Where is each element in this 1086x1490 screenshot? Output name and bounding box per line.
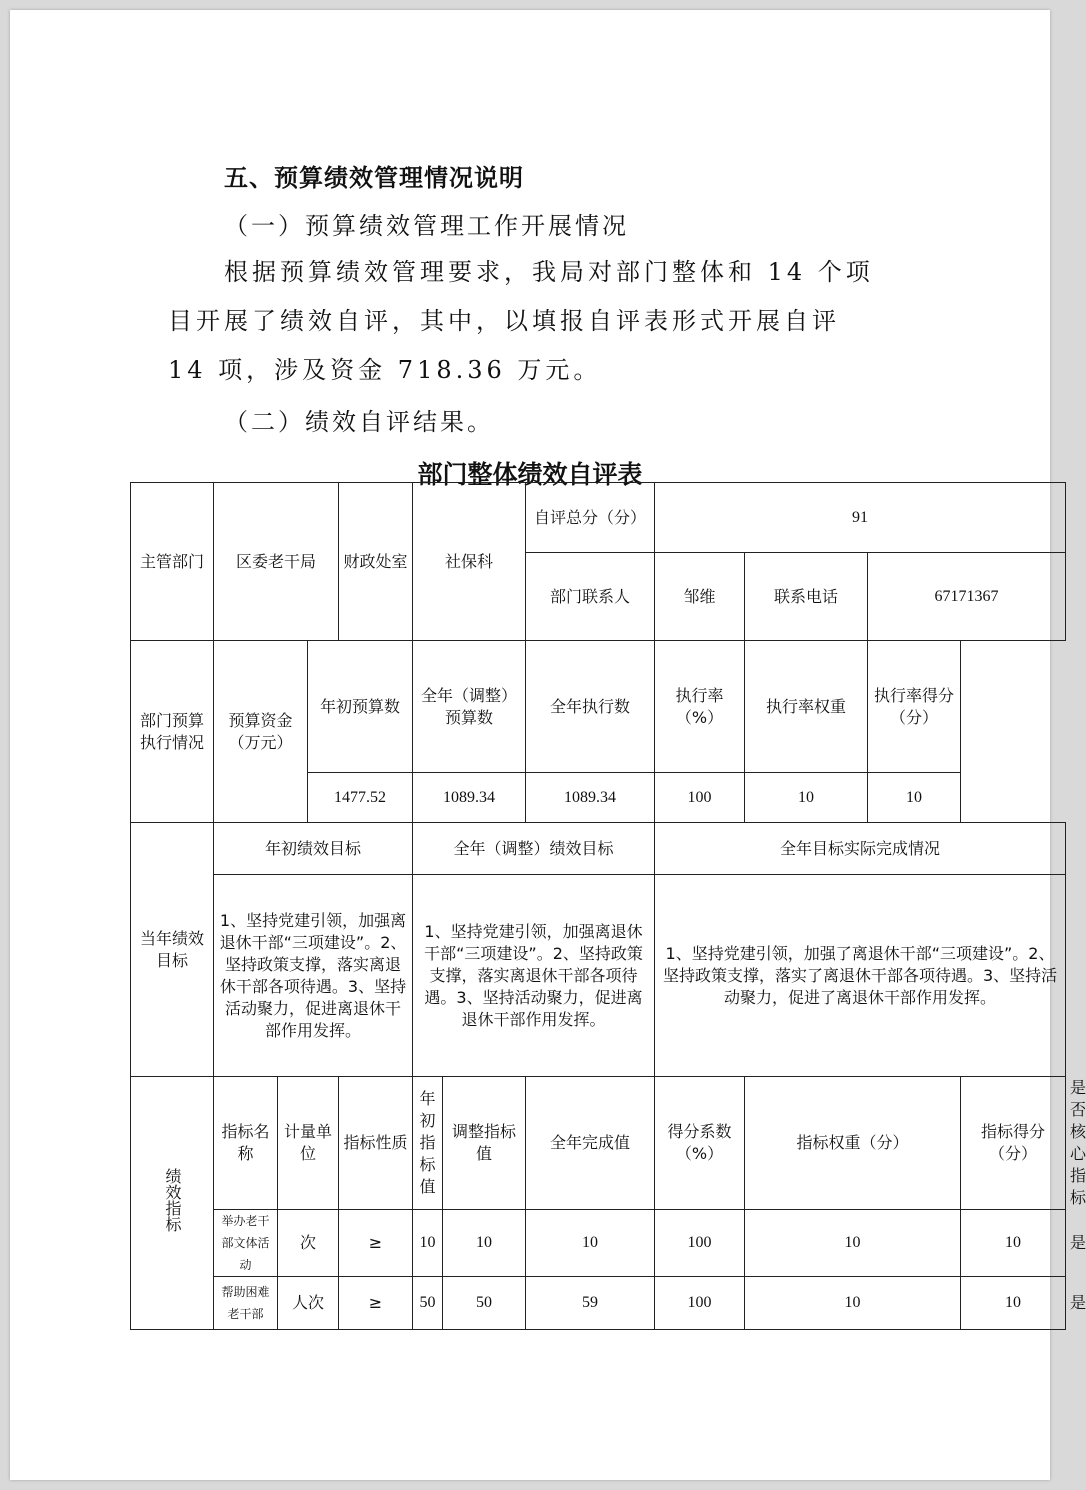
indicator-unit: 次 bbox=[278, 1210, 339, 1277]
col-indicator-score: 指标得分（分） bbox=[961, 1077, 1066, 1210]
indicator-completed: 10 bbox=[526, 1210, 655, 1277]
col-initial-goal: 年初绩效目标 bbox=[214, 823, 413, 875]
col-indicator-unit: 计量单位 bbox=[278, 1077, 339, 1210]
total-score-label: 自评总分（分） bbox=[526, 483, 655, 553]
indicator-weight: 10 bbox=[745, 1210, 961, 1277]
col-indicator-initial: 年初指标值 bbox=[413, 1077, 443, 1210]
initial-goal-text: 1、坚持党建引领，加强离退休干部“三项建设”。2、坚持政策支撑，落实离退休干部各项待遇。3、坚持活动聚力，促进离退休干部作用发挥。 bbox=[214, 875, 413, 1077]
indicator-coef: 100 bbox=[655, 1277, 745, 1330]
goals-header-row bbox=[131, 823, 1066, 875]
budget-row-label: 部门预算执行情况 bbox=[131, 641, 214, 823]
initial-budget-value: 1477.52 bbox=[308, 773, 413, 823]
actual-goal-text: 1、坚持党建引领，加强了离退休干部“三项建设”。2、坚持政策支撑，落实了离退休干部各项待遇。3、坚持活动聚力，促进了离退休干部作用发挥。 bbox=[655, 875, 1066, 1077]
adjusted-goal-text: 1、坚持党建引领，加强离退休干部“三项建设”。2、坚持政策支撑，落实离退休干部各项待遇。3、坚持活动聚力，促进离退休干部作用发挥。 bbox=[413, 875, 655, 1077]
adjusted-budget-value: 1089.34 bbox=[413, 773, 526, 823]
budget-header-row bbox=[131, 641, 1066, 773]
budget-fund-label: 预算资金（万元） bbox=[214, 641, 308, 823]
section-heading: 五、预算绩效管理情况说明 bbox=[224, 164, 524, 192]
dept-name: 区委老干局 bbox=[214, 483, 339, 641]
executed-value: 1089.34 bbox=[526, 773, 655, 823]
document-page bbox=[10, 10, 1086, 1480]
indicator-adjusted: 10 bbox=[443, 1210, 526, 1277]
col-exec-weight: 执行率权重 bbox=[745, 641, 868, 773]
indicator-adjusted: 50 bbox=[443, 1277, 526, 1330]
indicator-name: 举办老干部文体活动 bbox=[214, 1210, 278, 1277]
indicator-nature: ≥ bbox=[339, 1277, 413, 1330]
contact-label: 部门联系人 bbox=[526, 553, 655, 641]
col-exec-score: 执行率得分（分） bbox=[868, 641, 961, 773]
total-score: 91 bbox=[655, 483, 1066, 553]
indicator-score: 10 bbox=[961, 1277, 1066, 1330]
performance-table bbox=[130, 482, 1086, 1330]
contact-name: 邹维 bbox=[655, 553, 745, 641]
col-indicator-nature: 指标性质 bbox=[339, 1077, 413, 1210]
table-title: 部门整体绩效自评表 bbox=[417, 460, 643, 489]
col-indicator-adjusted: 调整指标值 bbox=[443, 1077, 526, 1210]
indicator-row-label-cell bbox=[131, 1077, 214, 1330]
col-initial-budget: 年初预算数 bbox=[308, 641, 413, 773]
dept-label: 主管部门 bbox=[131, 483, 214, 641]
sub-heading-performance-work: （一）预算绩效管理工作开展情况 bbox=[224, 212, 629, 240]
col-exec-rate: 执行率（%） bbox=[655, 641, 745, 773]
indicator-nature: ≥ bbox=[339, 1210, 413, 1277]
col-adjusted-budget: 全年（调整）预算数 bbox=[413, 641, 526, 773]
sub-heading-results: （二）绩效自评结果。 bbox=[224, 408, 494, 436]
col-actual-goal: 全年目标实际完成情况 bbox=[655, 823, 1066, 875]
exec-weight-value: 10 bbox=[745, 773, 868, 823]
indicator-coef: 100 bbox=[655, 1210, 745, 1277]
goals-content-row bbox=[131, 875, 1066, 1077]
indicator-header-row: 绩效指标 指标名称 计量单位 指标性质 年初指标值 调整指标值 全年完成值 得分系数（%） 指标权重（分） 指标得分（分） 是否核心指标 bbox=[131, 1077, 1066, 1210]
col-indicator-coef: 得分系数（%） bbox=[655, 1077, 745, 1210]
indicator-score: 10 bbox=[961, 1210, 1066, 1277]
indicator-row-label: 绩效指标 bbox=[163, 1168, 182, 1232]
indicator-initial: 50 bbox=[413, 1277, 443, 1330]
finance-section: 社保科 bbox=[413, 483, 526, 641]
col-indicator-completed: 全年完成值 bbox=[526, 1077, 655, 1210]
exec-score-value: 10 bbox=[868, 773, 961, 823]
phone-label: 联系电话 bbox=[745, 553, 868, 641]
col-indicator-weight: 指标权重（分） bbox=[745, 1077, 961, 1210]
phone-number: 67171367 bbox=[868, 553, 1066, 641]
indicator-initial: 10 bbox=[413, 1210, 443, 1277]
table-row: 举办老干部文体活动 次 ≥ 10 10 10 100 10 10 是 bbox=[131, 1210, 1066, 1277]
indicator-weight: 10 bbox=[745, 1277, 961, 1330]
header-row-1 bbox=[131, 483, 1066, 553]
indicator-unit: 人次 bbox=[278, 1277, 339, 1330]
finance-office: 财政处室 bbox=[339, 483, 413, 641]
indicator-completed: 59 bbox=[526, 1277, 655, 1330]
goals-row-label: 当年绩效目标 bbox=[131, 823, 214, 1077]
table-row: 帮助困难老干部 人次 ≥ 50 50 59 100 10 10 是 bbox=[131, 1277, 1066, 1330]
col-adjusted-goal: 全年（调整）绩效目标 bbox=[413, 823, 655, 875]
exec-rate-value: 100 bbox=[655, 773, 745, 823]
body-paragraph: 根据预算绩效管理要求，我局对部门整体和 14 个项目开展了绩效自评，其中，以填报自评表形式开展自评 14 项，涉及资金 718.36 万元。 bbox=[168, 258, 874, 384]
col-executed: 全年执行数 bbox=[526, 641, 655, 773]
col-indicator-name: 指标名称 bbox=[214, 1077, 278, 1210]
indicator-name: 帮助困难老干部 bbox=[214, 1277, 278, 1330]
